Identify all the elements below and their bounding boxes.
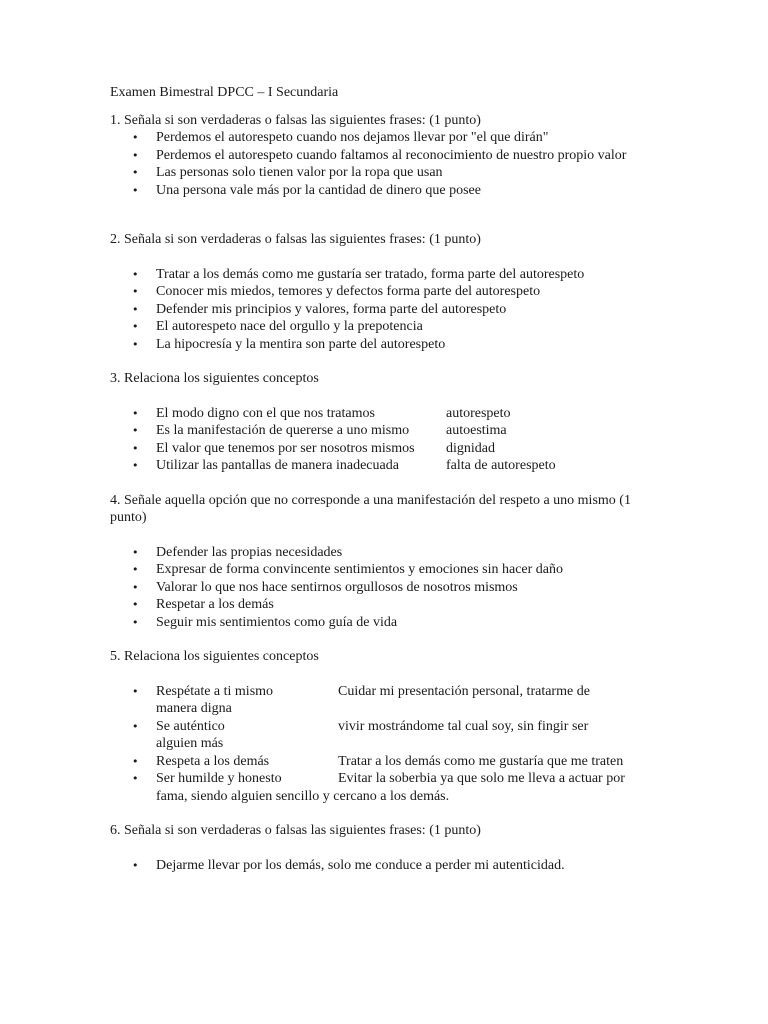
exam-page: [110, 84, 670, 874]
question-4-heading: 4. Señale aquella opción que no corresponde a una manifestación del respeto a uno mismo (1 punto): [110, 492, 631, 525]
concept-right: autorespeto: [446, 405, 511, 421]
concept-continuation: fama, siendo alguien sencillo y cercano a los demás.: [156, 788, 450, 804]
concept-right: dignidad: [446, 440, 495, 456]
list-item: [110, 753, 670, 771]
list-item: • El autorespeto nace del orgullo y la prepotencia: [110, 318, 670, 336]
concept-left: • Ser humilde y honesto: [156, 771, 282, 786]
concept-right: falta de autorespeto: [446, 458, 556, 473]
list-item: • Respetar a los demás: [110, 596, 670, 614]
exam-title: Examen Bimestral DPCC – I Secundaria: [110, 85, 339, 100]
list-item: • Perdemos el autorespeto cuando nos dejamos llevar por "el que dirán": [110, 129, 670, 147]
question-2-heading: 2. Señala si son verdaderas o falsas las siguientes frases: (1 punto): [110, 232, 481, 247]
concept-left: • Respeta a los demás: [156, 753, 270, 769]
question-6-heading: 6. Señala si son verdaderas o falsas las siguientes frases: (1 punto): [110, 823, 481, 838]
list-item: [110, 457, 670, 475]
concept-right: autoestima: [446, 423, 507, 438]
concept-left: • Respétate a ti mismo: [156, 683, 274, 699]
concept-left: • Utilizar las pantallas de manera inadecuada: [156, 458, 399, 473]
concept-left: • Se auténtico: [156, 718, 225, 734]
list-item: • Conocer mis miedos, temores y defectos forma parte del autorespeto: [110, 283, 670, 301]
question-5-heading: 5. Relaciona los siguientes conceptos: [110, 649, 319, 664]
list-item: • Dejarme llevar por los demás, solo me conduce a perder mi autenticidad.: [110, 857, 670, 875]
list-item: [110, 770, 670, 805]
concept-left: • El modo digno con el que nos tratamos: [156, 405, 375, 421]
question-6-list: [110, 857, 670, 875]
question-4-list: [110, 544, 670, 632]
concept-left: • El valor que tenemos por ser nosotros mismos: [156, 440, 415, 456]
question-2-list: [110, 266, 670, 354]
concept-right: Evitar la soberbia ya que solo me lleva a actuar por: [338, 771, 625, 786]
question-1-heading: 1. Señala si son verdaderas o falsas las siguientes frases: (1 punto): [110, 112, 481, 128]
concept-continuation: alguien más: [156, 736, 224, 751]
list-item: • La hipocresía y la mentira son parte del autorespeto: [110, 336, 670, 354]
list-item: [110, 405, 670, 423]
list-item: [110, 683, 670, 718]
list-item: • Defender mis principios y valores, forma parte del autorespeto: [110, 301, 670, 319]
question-1-list: [110, 129, 670, 199]
list-item: • Las personas solo tienen valor por la ropa que usan: [110, 164, 670, 182]
concept-right: Tratar a los demás como me gustaría que me traten: [338, 753, 624, 769]
concept-right: vivir mostrándome tal cual soy, sin fingir ser: [338, 718, 589, 734]
list-item: • Seguir mis sentimientos como guía de vida: [110, 614, 670, 632]
list-item: • Una persona vale más por la cantidad de dinero que posee: [110, 182, 670, 200]
concept-continuation: manera digna: [156, 701, 232, 716]
question-5-list: [110, 683, 670, 806]
list-item: • Perdemos el autorespeto cuando faltamos al reconocimiento de nuestro propio valor: [110, 147, 670, 165]
list-item: • Tratar a los demás como me gustaría ser tratado, forma parte del autorespeto: [110, 266, 670, 284]
list-item: [110, 718, 670, 753]
concept-left: • Es la manifestación de quererse a uno mismo: [156, 423, 410, 438]
list-item: • Defender las propias necesidades: [110, 544, 670, 562]
concept-right: Cuidar mi presentación personal, tratarme de: [338, 683, 590, 699]
list-item: • Valorar lo que nos hace sentirnos orgullosos de nosotros mismos: [110, 579, 670, 597]
list-item: • Expresar de forma convincente sentimientos y emociones sin hacer daño: [110, 561, 670, 579]
list-item: [110, 422, 670, 440]
list-item: [110, 440, 670, 458]
question-3-list: [110, 405, 670, 475]
question-3-heading: 3. Relaciona los siguientes conceptos: [110, 371, 319, 386]
